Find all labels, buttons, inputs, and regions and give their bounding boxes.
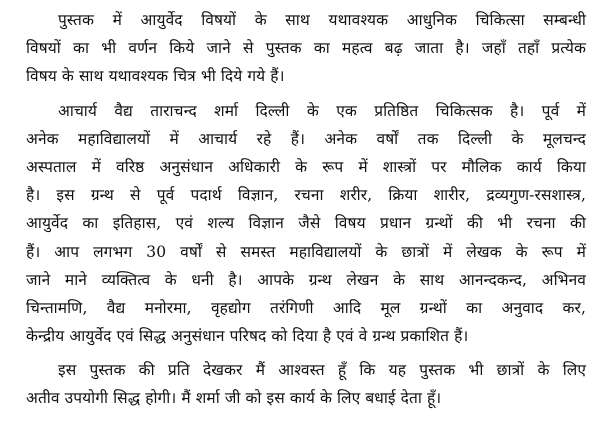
text-line: अतीव उपयोगी सिद्ध होगी। मैं शर्मा जी को इस कार्य के लिए बधाई देता हूँ। bbox=[26, 389, 442, 408]
text-line: है। इस ग्रन्थ से पूर्व पदार्थ विज्ञान, रचना शरीर, क्रिया शारीर, द्रव्यगुण-रसशास्त्र, bbox=[26, 186, 586, 205]
text-line: अस्पताल में वरिष्ठ अनुसंधान अधिकारी के रूप में शास्त्रों पर मौलिक कार्य किया bbox=[26, 157, 586, 176]
paragraph-author-bio bbox=[26, 97, 586, 351]
text-line: हैं। आप लगभग 30 वर्षों से समस्त महाविद्यालयों के छात्रों में लेखक के रूप में bbox=[26, 242, 586, 261]
text-line: जाने माने व्यक्तित्व के धनी है। आपके ग्रन्थ लेखन के साथ आनन्दकन्द, अभिनव bbox=[26, 270, 586, 289]
text-line: विषय के साथ यथावश्यक चित्र भी दिये गये हैं। bbox=[26, 67, 285, 86]
text-line: आचार्य वैद्य ताराचन्द शर्मा दिल्ली के एक प्रतिष्ठित चिकित्सक है। पूर्व में bbox=[58, 101, 586, 120]
text-line: चिन्तामणि, वैद्य मनोरमा, वृहद्योग तरंगिणी आदि मूल ग्रन्थों का अनुवाद कर, bbox=[26, 298, 586, 317]
text-line: आयुर्वेद का इतिहास, एवं शल्य विज्ञान जैसे विषय प्रधान ग्रन्थों की भी रचना की bbox=[26, 214, 586, 233]
text-line: केन्द्रीय आयुर्वेद एवं सिद्ध अनुसंधान परिषद को दिया है एवं वे ग्रन्थ प्रकाशित हैं। bbox=[26, 327, 469, 346]
text-line: विषयों का भी वर्णन किये जाने से पुस्तक का महत्व बढ़ जाता है। जहाँ तहाँ प्रत्येक bbox=[26, 39, 586, 58]
text-line: अनेक महाविद्यालयों में आचार्य रहे हैं। अनेक वर्षों तक दिल्ली के मूलचन्द bbox=[26, 129, 586, 148]
text-line: पुस्तक में आयुर्वेद विषयों के साथ यथावश्यक आधुनिक चिकित्सा सम्बन्धी bbox=[58, 11, 586, 29]
paragraph-closing bbox=[26, 356, 586, 412]
paragraph-book-content bbox=[26, 6, 586, 91]
text-line: इस पुस्तक की प्रति देखकर मैं आश्वस्त हूँ कि यह पुस्तक भी छात्रों के लिए bbox=[58, 361, 586, 380]
